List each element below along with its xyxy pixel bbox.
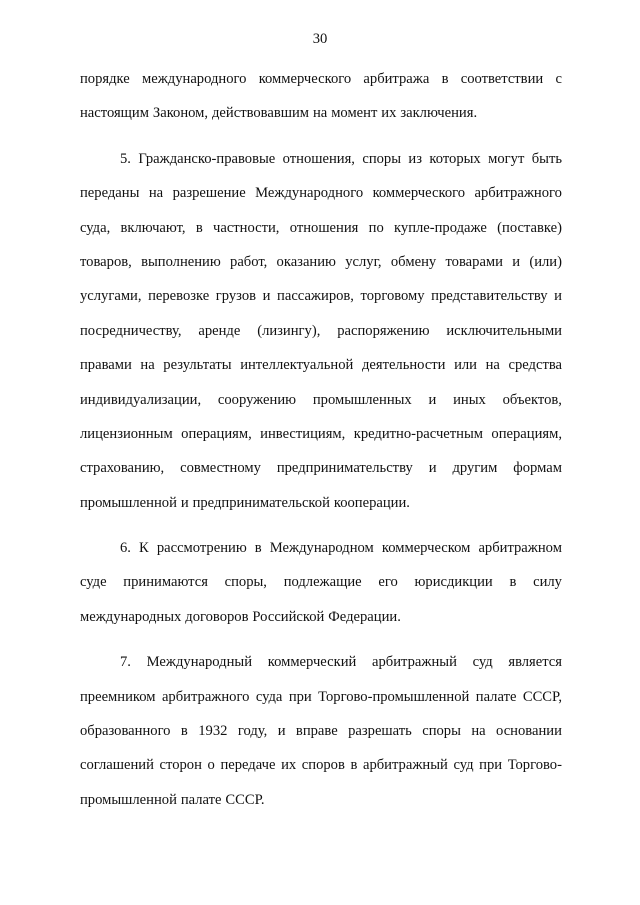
paragraph-p-continuation xyxy=(80,62,562,131)
paragraph-p-6 xyxy=(80,531,562,634)
text-line: переданы на разрешение Международного коммерческого арбитражного xyxy=(80,185,562,202)
text-line: образованного в 1932 году, и вправе разрешать споры на основании xyxy=(80,723,562,740)
text-line: посредничеству, аренде (лизингу), распоряжению исключительными xyxy=(80,322,562,339)
document-body xyxy=(80,62,562,817)
text-line: промышленной и предпринимательской кооперации. xyxy=(80,494,410,511)
paragraph-gap xyxy=(80,520,562,531)
text-line: промышленной палате СССР. xyxy=(80,791,265,808)
text-line: страхованию, совместному предпринимательству и другим формам xyxy=(80,460,562,477)
page-number: 30 xyxy=(312,31,328,47)
text-line: индивидуализации, сооружению промышленных и иных объектов, xyxy=(80,391,562,408)
text-line: суда, включают, в частности, отношения по купле-продаже (поставке) xyxy=(80,219,562,236)
text-line: настоящим Законом, действовавшим на момент их заключения. xyxy=(80,105,478,122)
text-line: 5. Гражданско-правовые отношения, споры из которых могут быть xyxy=(120,150,562,167)
text-line: соглашений сторон о передаче их споров в арбитражный суд при Торгово- xyxy=(80,757,562,774)
text-line: товаров, выполнению работ, оказанию услуг, обмену товарами и (или) xyxy=(80,253,562,270)
paragraph-p-5 xyxy=(80,142,562,520)
text-line: порядке международного коммерческого арбитража в соответствии с xyxy=(80,71,562,87)
text-line: преемником арбитражного суда при Торгово-промышленной палате СССР, xyxy=(80,688,562,705)
paragraph-p-7 xyxy=(80,645,562,817)
text-line: 7. Международный коммерческий арбитражный суд является xyxy=(120,654,562,671)
text-line: лицензионным операциям, инвестициям, кредитно-расчетным операциям, xyxy=(80,425,562,442)
text-line: услугами, перевозке грузов и пассажиров, торговому представительству и xyxy=(80,288,562,305)
paragraph-gap xyxy=(80,634,562,645)
paragraph-gap xyxy=(80,131,562,142)
text-line: правами на результаты интеллектуальной деятельности или на средства xyxy=(80,357,562,374)
text-line: международных договоров Российской Федерации. xyxy=(80,608,401,625)
text-line: 6. К рассмотрению в Международном коммерческом арбитражном xyxy=(120,540,562,557)
text-line: суде принимаются споры, подлежащие его юрисдикции в силу xyxy=(80,574,562,591)
